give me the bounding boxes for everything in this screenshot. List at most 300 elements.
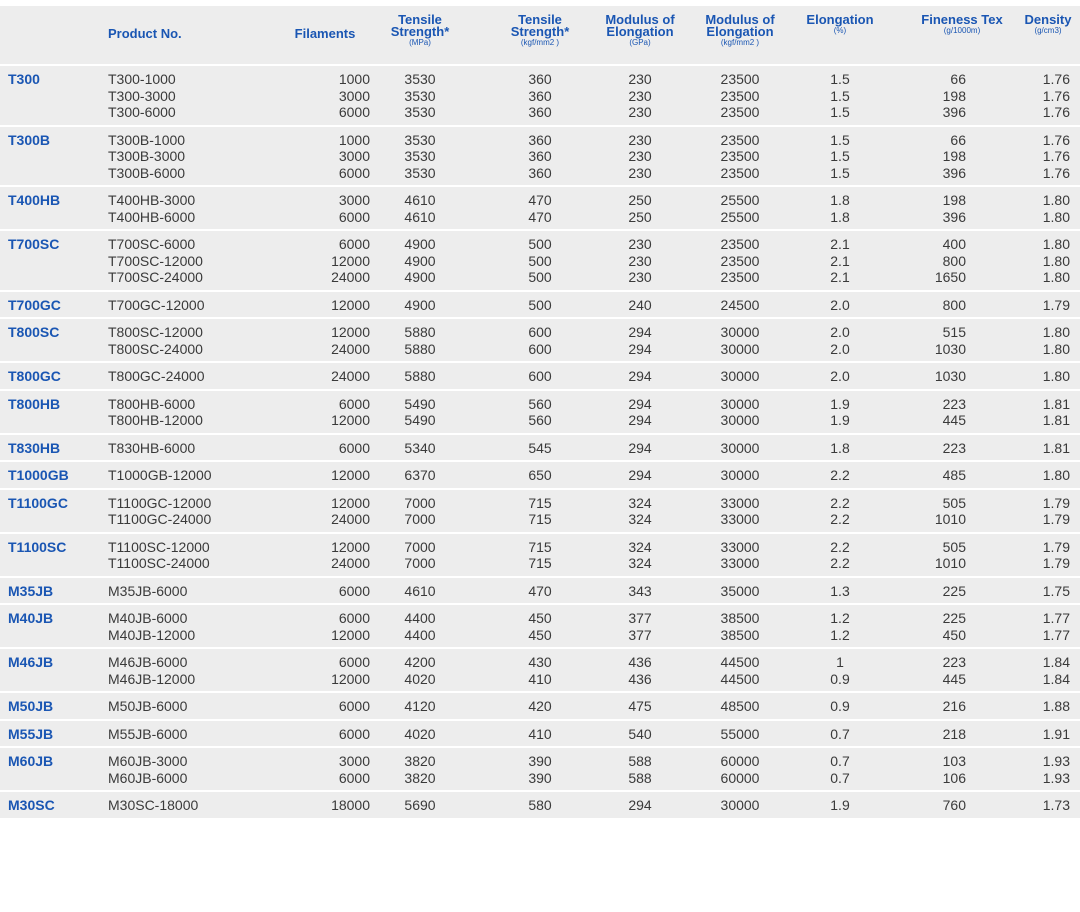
cell-fineness: 450: [942, 626, 966, 643]
cell-modulus-gpa: 294: [628, 368, 652, 384]
cell-elongation: 2.0: [830, 324, 850, 340]
family-label: T400HB: [8, 192, 61, 208]
cell-elongation: 2.1: [830, 269, 850, 285]
cell-tensile-mpa: 4020: [404, 725, 436, 742]
cell-density: 1.75: [1042, 582, 1070, 599]
header-modulus-kgf: [690, 14, 790, 47]
cell-fineness: 198: [942, 192, 966, 208]
cell-density: 1.76: [1042, 164, 1070, 181]
cell-tensile-mpa: 4610: [404, 582, 436, 599]
cell-modulus-gpa: 324: [628, 555, 652, 571]
header-density-l1: Density: [1024, 12, 1072, 27]
cell-product-no: M40JB-12000: [108, 626, 196, 643]
cell-fineness: 103: [942, 753, 966, 769]
cell-elongation: 1.9: [830, 395, 850, 412]
cell-product-no: T400HB-6000: [108, 208, 196, 225]
cell-filaments: 6000: [338, 654, 370, 670]
cell-modulus-kgf: 44500: [720, 670, 760, 687]
cell-product-no: T300-6000: [108, 104, 176, 120]
header-elongation-unit: (%): [833, 26, 847, 35]
cell-density: 1.76: [1042, 131, 1070, 148]
header-modulus-gpa-l2: Elongation: [606, 24, 674, 39]
cell-product-no: T1100SC-12000: [108, 538, 210, 555]
header-modulus-gpa-l1: Modulus of: [605, 12, 675, 27]
cell-product-no: T300-3000: [108, 87, 176, 104]
cell-modulus-kgf: 30000: [720, 412, 760, 428]
cell-filaments: 6000: [338, 582, 370, 599]
cell-tensile-kgf: 560: [528, 395, 552, 412]
cell-elongation: 1.3: [830, 582, 850, 599]
cell-modulus-kgf: 38500: [720, 610, 760, 626]
cell-tensile-mpa: 3530: [404, 164, 436, 181]
cell-modulus-gpa: 377: [628, 626, 652, 643]
cell-density: 1.80: [1042, 208, 1070, 225]
cell-filaments: 12000: [331, 494, 370, 511]
cell-fineness: 760: [942, 797, 966, 813]
cell-tensile-mpa: 4610: [404, 192, 436, 208]
cell-tensile-kgf: 360: [528, 71, 552, 87]
cell-fineness: 225: [942, 582, 966, 599]
header-tensile-mpa-l2: Strength*: [390, 24, 450, 39]
cell-product-no: T1100SC-24000: [108, 555, 210, 571]
cell-tensile-kgf: 390: [528, 769, 552, 786]
header-fineness-l1: Fineness Tex: [921, 12, 1003, 27]
cell-tensile-kgf: 360: [528, 131, 552, 148]
cell-modulus-kgf: 30000: [720, 340, 760, 357]
family-label: T800SC: [8, 324, 60, 340]
cell-tensile-kgf: 500: [528, 252, 552, 269]
cell-filaments: 6000: [338, 439, 370, 456]
header-density-unit: (g/cm3): [1034, 26, 1062, 35]
family-label: T830HB: [8, 439, 61, 456]
cell-elongation: 0.7: [830, 753, 850, 769]
cell-tensile-mpa: 5490: [404, 395, 436, 412]
cell-density: 1.77: [1042, 626, 1070, 643]
cell-elongation: 2.0: [830, 368, 850, 384]
cell-tensile-kgf: 600: [528, 324, 552, 340]
family-label: T1100GC: [8, 494, 68, 511]
cell-modulus-kgf: 38500: [720, 626, 760, 643]
cell-product-no: T300B-6000: [108, 164, 186, 181]
cell-filaments: 12000: [331, 252, 370, 269]
cell-filaments: 24000: [331, 269, 370, 285]
header-tensile-kgf-l2: Strength*: [510, 24, 570, 39]
cell-elongation: 1.5: [830, 104, 850, 120]
cell-fineness: 218: [942, 725, 966, 742]
cell-tensile-mpa: 4900: [404, 269, 436, 285]
cell-filaments: 24000: [331, 340, 370, 357]
cell-product-no: M60JB-3000: [108, 753, 188, 769]
cell-elongation: 2.2: [830, 538, 850, 555]
cell-product-no: T800HB-12000: [108, 412, 203, 428]
cell-modulus-kgf: 33000: [720, 511, 760, 527]
cell-filaments: 3000: [338, 148, 370, 164]
cell-elongation: 2.2: [830, 511, 850, 527]
cell-tensile-mpa: 7000: [404, 555, 436, 571]
cell-elongation: 0.7: [830, 769, 850, 786]
cell-density: 1.79: [1042, 511, 1070, 527]
cell-fineness: 198: [942, 87, 966, 104]
cell-product-no: M50JB-6000: [108, 698, 188, 714]
cell-modulus-kgf: 60000: [720, 769, 760, 786]
cell-tensile-mpa: 7000: [404, 511, 436, 527]
cell-filaments: 6000: [338, 769, 370, 786]
cell-modulus-gpa: 377: [628, 610, 652, 626]
cell-density: 1.79: [1042, 494, 1070, 511]
cell-modulus-kgf: 23500: [720, 236, 760, 252]
cell-elongation: 1.9: [830, 412, 850, 428]
header-modulus-gpa-unit: (GPa): [629, 38, 651, 47]
header-density: [1018, 14, 1078, 35]
cell-fineness: 800: [942, 252, 966, 269]
cell-tensile-kgf: 560: [528, 412, 552, 428]
header-tensile-kgf: [500, 14, 580, 47]
family-label: T700GC: [8, 296, 61, 313]
cell-modulus-kgf: 55000: [720, 725, 760, 742]
cell-tensile-kgf: 410: [528, 725, 552, 742]
cell-tensile-mpa: 3530: [404, 71, 436, 87]
header-tensile-kgf-unit: (kgf/mm2 ): [520, 38, 560, 47]
cell-tensile-kgf: 580: [528, 797, 552, 813]
cell-tensile-mpa: 4200: [404, 654, 436, 670]
cell-fineness: 106: [942, 769, 966, 786]
cell-filaments: 6000: [338, 208, 370, 225]
cell-fineness: 396: [942, 208, 966, 225]
cell-filaments: 12000: [331, 296, 370, 313]
cell-fineness: 1010: [934, 511, 966, 527]
cell-fineness: 225: [942, 610, 966, 626]
cell-fineness: 198: [942, 148, 966, 164]
cell-tensile-mpa: 3530: [404, 104, 436, 120]
cell-elongation: 2.2: [830, 555, 850, 571]
cell-modulus-gpa: 230: [628, 252, 652, 269]
cell-filaments: 12000: [331, 626, 370, 643]
cell-elongation: 1.5: [830, 87, 850, 104]
cell-modulus-kgf: 23500: [720, 131, 760, 148]
cell-tensile-kgf: 715: [528, 511, 552, 527]
cell-modulus-kgf: 33000: [720, 555, 760, 571]
family-label: M60JB: [8, 753, 54, 769]
cell-product-no: T400HB-3000: [108, 192, 196, 208]
cell-product-no: T830HB-6000: [108, 439, 196, 456]
header-modulus-kgf-unit: (kgf/mm2 ): [720, 38, 760, 47]
cell-elongation: 1.5: [830, 164, 850, 181]
cell-product-no: T800GC-24000: [108, 368, 205, 384]
cell-tensile-kgf: 410: [528, 670, 552, 687]
cell-elongation: 1.9: [830, 797, 850, 813]
cell-tensile-mpa: 4900: [404, 236, 436, 252]
cell-modulus-kgf: 24500: [720, 296, 760, 313]
cell-tensile-kgf: 360: [528, 148, 552, 164]
cell-product-no: M40JB-6000: [108, 610, 188, 626]
cell-filaments: 3000: [338, 87, 370, 104]
cell-tensile-mpa: 5880: [404, 340, 436, 357]
cell-modulus-gpa: 588: [628, 769, 652, 786]
cell-fineness: 66: [950, 71, 966, 87]
family-label: M40JB: [8, 610, 54, 626]
cell-tensile-kgf: 500: [528, 236, 552, 252]
cell-density: 1.79: [1042, 538, 1070, 555]
cell-modulus-gpa: 324: [628, 511, 652, 527]
cell-product-no: T300-1000: [108, 71, 176, 87]
cell-tensile-mpa: 5880: [404, 324, 436, 340]
cell-fineness: 1030: [934, 340, 966, 357]
cell-modulus-gpa: 436: [628, 654, 652, 670]
cell-fineness: 515: [942, 324, 966, 340]
cell-product-no: M46JB-12000: [108, 670, 196, 687]
cell-fineness: 505: [942, 494, 966, 511]
cell-modulus-kgf: 30000: [720, 368, 760, 384]
cell-modulus-kgf: 35000: [720, 582, 760, 599]
cell-elongation: 1.2: [830, 610, 850, 626]
cell-modulus-gpa: 588: [628, 753, 652, 769]
cell-tensile-mpa: 4900: [404, 252, 436, 269]
family-label: T1100SC: [8, 538, 67, 555]
table-header: [0, 6, 1080, 64]
cell-modulus-gpa: 250: [628, 192, 652, 208]
cell-modulus-kgf: 25500: [720, 208, 760, 225]
cell-fineness: 485: [942, 467, 966, 483]
cell-tensile-kgf: 390: [528, 753, 552, 769]
cell-modulus-kgf: 23500: [720, 164, 760, 181]
cell-tensile-kgf: 650: [528, 467, 552, 483]
cell-fineness: 66: [950, 131, 966, 148]
cell-density: 1.80: [1042, 340, 1070, 357]
cell-filaments: 1000: [338, 131, 370, 148]
cell-elongation: 0.9: [830, 698, 850, 714]
cell-tensile-mpa: 4610: [404, 208, 436, 225]
cell-modulus-gpa: 230: [628, 164, 652, 181]
cell-density: 1.79: [1042, 296, 1070, 313]
cell-density: 1.81: [1042, 439, 1070, 456]
cell-modulus-kgf: 30000: [720, 439, 760, 456]
cell-tensile-kgf: 715: [528, 555, 552, 571]
cell-density: 1.79: [1042, 555, 1070, 571]
cell-elongation: 2.1: [830, 236, 850, 252]
cell-product-no: T800SC-12000: [108, 324, 203, 340]
cell-modulus-kgf: 23500: [720, 87, 760, 104]
cell-tensile-kgf: 600: [528, 340, 552, 357]
cell-product-no: M55JB-6000: [108, 725, 188, 742]
cell-density: 1.80: [1042, 269, 1070, 285]
cell-tensile-kgf: 450: [528, 610, 552, 626]
cell-tensile-kgf: 360: [528, 87, 552, 104]
cell-elongation: 0.9: [830, 670, 850, 687]
cell-elongation: 1: [836, 654, 844, 670]
cell-fineness: 1010: [934, 555, 966, 571]
cell-product-no: M30SC-18000: [108, 797, 199, 813]
cell-fineness: 505: [942, 538, 966, 555]
cell-density: 1.80: [1042, 192, 1070, 208]
cell-density: 1.76: [1042, 71, 1070, 87]
cell-modulus-kgf: 44500: [720, 654, 760, 670]
cell-modulus-gpa: 294: [628, 324, 652, 340]
cell-filaments: 6000: [338, 104, 370, 120]
cell-modulus-kgf: 23500: [720, 148, 760, 164]
cell-product-no: M35JB-6000: [108, 582, 188, 599]
cell-modulus-kgf: 30000: [720, 324, 760, 340]
cell-fineness: 223: [942, 395, 966, 412]
cell-modulus-kgf: 30000: [720, 467, 760, 483]
cell-tensile-mpa: 5690: [404, 797, 436, 813]
cell-density: 1.80: [1042, 324, 1070, 340]
cell-modulus-kgf: 48500: [720, 698, 760, 714]
header-modulus-kgf-l2: Elongation: [706, 24, 774, 39]
cell-fineness: 223: [942, 654, 966, 670]
family-label: T800HB: [8, 395, 61, 412]
cell-product-no: T300B-3000: [108, 148, 186, 164]
cell-tensile-kgf: 715: [528, 538, 552, 555]
cell-modulus-gpa: 294: [628, 797, 652, 813]
cell-filaments: 6000: [338, 395, 370, 412]
cell-density: 1.91: [1042, 725, 1070, 742]
family-label: M50JB: [8, 698, 54, 714]
header-tensile-kgf-l1: Tensile: [518, 12, 562, 27]
cell-product-no: T700SC-24000: [108, 269, 203, 285]
cell-filaments: 12000: [331, 324, 370, 340]
cell-filaments: 3000: [338, 192, 370, 208]
cell-tensile-mpa: 3820: [404, 753, 436, 769]
cell-modulus-gpa: 324: [628, 494, 652, 511]
cell-modulus-gpa: 230: [628, 269, 652, 285]
cell-modulus-kgf: 60000: [720, 753, 760, 769]
cell-elongation: 2.2: [830, 494, 850, 511]
cell-tensile-mpa: 4120: [404, 698, 436, 714]
cell-elongation: 1.8: [830, 192, 850, 208]
cell-tensile-kgf: 420: [528, 698, 552, 714]
family-label: M35JB: [8, 582, 54, 599]
cell-fineness: 445: [942, 670, 966, 687]
cell-tensile-mpa: 5490: [404, 412, 436, 428]
cell-fineness: 396: [942, 164, 966, 181]
cell-tensile-kgf: 500: [528, 269, 552, 285]
cell-density: 1.76: [1042, 87, 1070, 104]
cell-modulus-gpa: 230: [628, 71, 652, 87]
cell-modulus-gpa: 294: [628, 412, 652, 428]
cell-fineness: 396: [942, 104, 966, 120]
cell-elongation: 1.5: [830, 131, 850, 148]
cell-modulus-gpa: 294: [628, 340, 652, 357]
cell-modulus-kgf: 23500: [720, 252, 760, 269]
cell-tensile-mpa: 3530: [404, 131, 436, 148]
cell-density: 1.84: [1042, 654, 1070, 670]
cell-tensile-kgf: 360: [528, 164, 552, 181]
cell-tensile-mpa: 3530: [404, 148, 436, 164]
cell-modulus-kgf: 25500: [720, 192, 760, 208]
cell-density: 1.76: [1042, 104, 1070, 120]
cell-filaments: 6000: [338, 698, 370, 714]
cell-modulus-kgf: 23500: [720, 104, 760, 120]
cell-filaments: 6000: [338, 725, 370, 742]
cell-product-no: T700SC-12000: [108, 252, 203, 269]
cell-product-no: T1100GC-24000: [108, 511, 212, 527]
cell-density: 1.81: [1042, 395, 1070, 412]
cell-elongation: 2.2: [830, 467, 850, 483]
cell-filaments: 24000: [331, 511, 370, 527]
cell-filaments: 24000: [331, 368, 370, 384]
cell-tensile-mpa: 3820: [404, 769, 436, 786]
cell-product-no: T800SC-24000: [108, 340, 203, 357]
family-label: T300: [8, 71, 40, 87]
cell-filaments: 12000: [331, 467, 370, 483]
cell-modulus-kgf: 30000: [720, 797, 760, 813]
cell-density: 1.80: [1042, 236, 1070, 252]
header-fineness: [912, 14, 1012, 35]
header-modulus-gpa: [590, 14, 690, 47]
header-modulus-kgf-l1: Modulus of: [705, 12, 775, 27]
cell-modulus-kgf: 33000: [720, 538, 760, 555]
cell-density: 1.77: [1042, 610, 1070, 626]
cell-density: 1.73: [1042, 797, 1070, 813]
cell-tensile-mpa: 5880: [404, 368, 436, 384]
cell-modulus-gpa: 230: [628, 104, 652, 120]
cell-fineness: 1030: [934, 368, 966, 384]
cell-fineness: 1650: [934, 269, 966, 285]
cell-product-no: T300B-1000: [108, 131, 186, 148]
cell-modulus-gpa: 230: [628, 236, 652, 252]
cell-filaments: 18000: [331, 797, 370, 813]
cell-product-no: M46JB-6000: [108, 654, 188, 670]
header-elongation: [800, 14, 880, 35]
cell-modulus-gpa: 294: [628, 439, 652, 456]
cell-tensile-mpa: 7000: [404, 494, 436, 511]
cell-tensile-mpa: 3530: [404, 87, 436, 104]
cell-tensile-kgf: 500: [528, 296, 552, 313]
cell-fineness: 445: [942, 412, 966, 428]
cell-tensile-mpa: 5340: [404, 439, 436, 456]
cell-modulus-kgf: 23500: [720, 71, 760, 87]
cell-tensile-kgf: 470: [528, 208, 552, 225]
cell-filaments: 12000: [331, 538, 370, 555]
cell-density: 1.93: [1042, 769, 1070, 786]
cell-modulus-kgf: 30000: [720, 395, 760, 412]
cell-filaments: 6000: [338, 164, 370, 181]
cell-modulus-gpa: 250: [628, 208, 652, 225]
cell-elongation: 2.0: [830, 296, 850, 313]
cell-modulus-gpa: 343: [628, 582, 652, 599]
cell-product-no: T1000GB-12000: [108, 467, 212, 483]
cell-tensile-mpa: 7000: [404, 538, 436, 555]
cell-modulus-kgf: 23500: [720, 269, 760, 285]
cell-filaments: 1000: [338, 71, 370, 87]
cell-tensile-mpa: 4900: [404, 296, 436, 313]
cell-product-no: T800HB-6000: [108, 395, 196, 412]
header-tensile-mpa-unit: (MPa): [409, 38, 431, 47]
cell-modulus-gpa: 294: [628, 467, 652, 483]
header-tensile-mpa: [380, 14, 460, 47]
cell-fineness: 800: [942, 296, 966, 313]
cell-product-no: T700SC-6000: [108, 236, 196, 252]
cell-modulus-gpa: 230: [628, 87, 652, 104]
cell-filaments: 12000: [331, 670, 370, 687]
family-label: T300B: [8, 131, 51, 148]
cell-tensile-kgf: 450: [528, 626, 552, 643]
cell-tensile-kgf: 470: [528, 192, 552, 208]
cell-density: 1.80: [1042, 252, 1070, 269]
cell-tensile-mpa: 4400: [404, 610, 436, 626]
cell-modulus-kgf: 33000: [720, 494, 760, 511]
cell-density: 1.80: [1042, 368, 1070, 384]
cell-density: 1.80: [1042, 467, 1070, 483]
cell-density: 1.93: [1042, 753, 1070, 769]
cell-fineness: 216: [942, 698, 966, 714]
header-elongation-l1: Elongation: [806, 12, 874, 27]
cell-product-no: M60JB-6000: [108, 769, 188, 786]
cell-elongation: 2.1: [830, 252, 850, 269]
family-label: M46JB: [8, 654, 54, 670]
cell-modulus-gpa: 475: [628, 698, 652, 714]
cell-elongation: 1.5: [830, 71, 850, 87]
